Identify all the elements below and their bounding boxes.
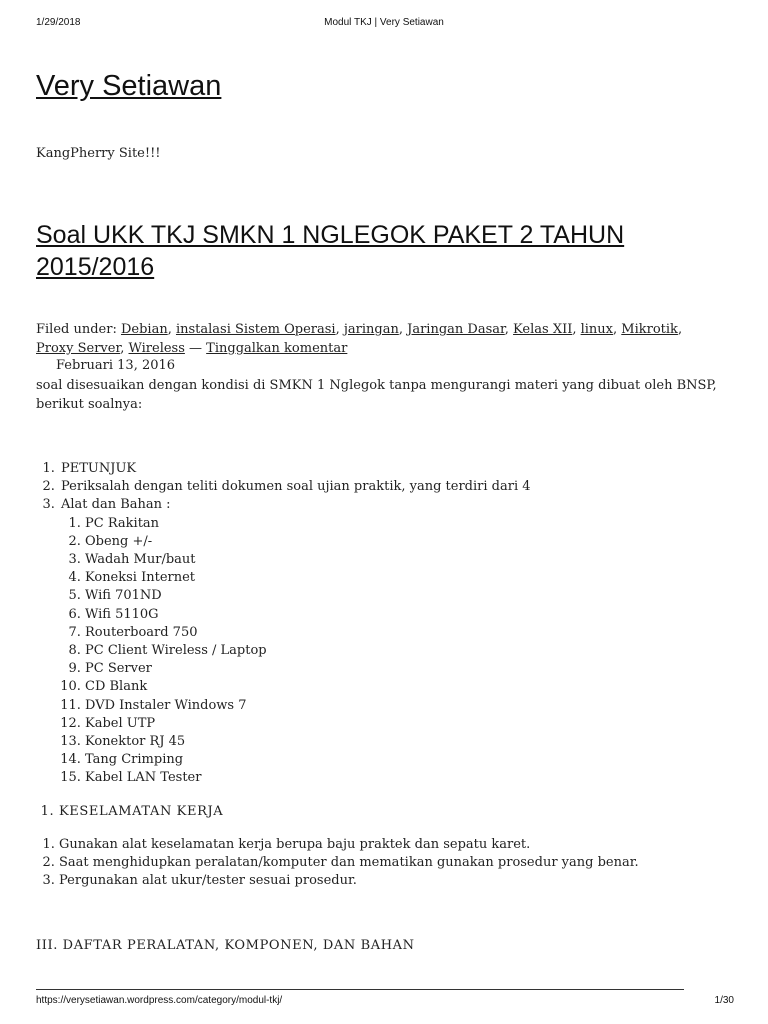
post-title[interactable]: Soal UKK TKJ SMKN 1 NGLEGOK PAKET 2 TAHUN 2015/2016 <box>36 221 625 281</box>
comment-link[interactable]: Tinggalkan komentar <box>206 341 348 356</box>
category-link[interactable]: Wireless <box>128 341 185 356</box>
tool-item: 4. Koneksi Internet <box>85 569 739 587</box>
instructions-list <box>59 460 739 788</box>
category-link[interactable]: Mikrotik <box>621 322 678 337</box>
section-heading: 1. KESELAMATAN KERJA <box>59 803 223 821</box>
list-item: 1. Gunakan alat keselamatan kerja berupa baju praktek dan sepatu karet. <box>59 836 739 854</box>
category-link[interactable]: Jaringan Dasar <box>407 322 505 337</box>
list-item: 2. Saat menghidupkan peralatan/komputer dan mematikan gunakan prosedur yang benar. <box>59 854 739 872</box>
safety-heading-list <box>59 803 223 821</box>
list-item: 3. Pergunakan alat ukur/tester sesuai prosedur. <box>59 872 739 890</box>
list-item: 2. Periksalah dengan teliti dokumen soal ujian praktik, yang terdiri dari 4 <box>59 478 739 496</box>
post-intro: soal disesuaikan dengan kondisi di SMKN 1 Nglegok tanpa mengurangi materi yang dibuat oleh BNSP, berikut soalnya: <box>36 378 717 412</box>
tool-item: 7. Routerboard 750 <box>85 624 739 642</box>
filed-under-label: Filed under: <box>36 322 121 337</box>
footer-divider <box>36 989 684 990</box>
tool-item: 9. PC Server <box>85 660 739 678</box>
list-item: 1. PETUNJUK <box>59 460 739 478</box>
site-title[interactable]: Very Setiawan <box>36 70 222 102</box>
category-link[interactable]: Proxy Server <box>36 341 121 356</box>
print-date: 1/29/2018 <box>36 17 81 28</box>
site-tagline: KangPherry Site!!! <box>36 146 161 161</box>
tool-item: 5. Wifi 701ND <box>85 587 739 605</box>
list-item <box>59 496 739 787</box>
tool-item: 3. Wadah Mur/baut <box>85 551 739 569</box>
section-heading: III. DAFTAR PERALATAN, KOMPONEN, DAN BAHAN <box>36 938 415 953</box>
tool-item: 10. CD Blank <box>85 678 739 696</box>
safety-list <box>59 836 739 891</box>
tool-item: 11. DVD Instaler Windows 7 <box>85 697 739 715</box>
footer-url: https://verysetiawan.wordpress.com/category/modul-tkj/ <box>36 995 283 1006</box>
tool-item: 15. Kabel LAN Tester <box>85 769 739 787</box>
tool-item: 14. Tang Crimping <box>85 751 739 769</box>
page-number: 1/30 <box>714 995 734 1006</box>
category-link[interactable]: instalasi Sistem Operasi <box>175 322 336 337</box>
print-page-title: Modul TKJ | Very Setiawan <box>324 17 444 28</box>
tools-list <box>61 515 739 788</box>
post-date: Februari 13, 2016 <box>56 358 176 373</box>
category-link[interactable]: Kelas XII <box>513 322 573 337</box>
tool-item: 1. PC Rakitan <box>85 515 739 533</box>
category-link[interactable]: linux <box>580 322 614 337</box>
tool-item: 12. Kabel UTP <box>85 715 739 733</box>
category-link[interactable]: jaringan <box>343 322 399 337</box>
tool-item: 8. PC Client Wireless / Laptop <box>85 642 739 660</box>
tool-item: 13. Konektor RJ 45 <box>85 733 739 751</box>
tool-item: 6. Wifi 5110G <box>85 606 739 624</box>
list-item-label: Alat dan Bahan : <box>61 497 171 513</box>
tool-item: 2. Obeng +/- <box>85 533 739 551</box>
post-meta: Filed under: Debian, instalasi Sistem Operasi, jaringan, Jaringan Dasar, Kelas XII, linux, Mikrotik, Proxy Server, Wireless — Tinggalkan komentar <box>36 322 683 356</box>
category-link[interactable]: Debian <box>120 322 168 337</box>
